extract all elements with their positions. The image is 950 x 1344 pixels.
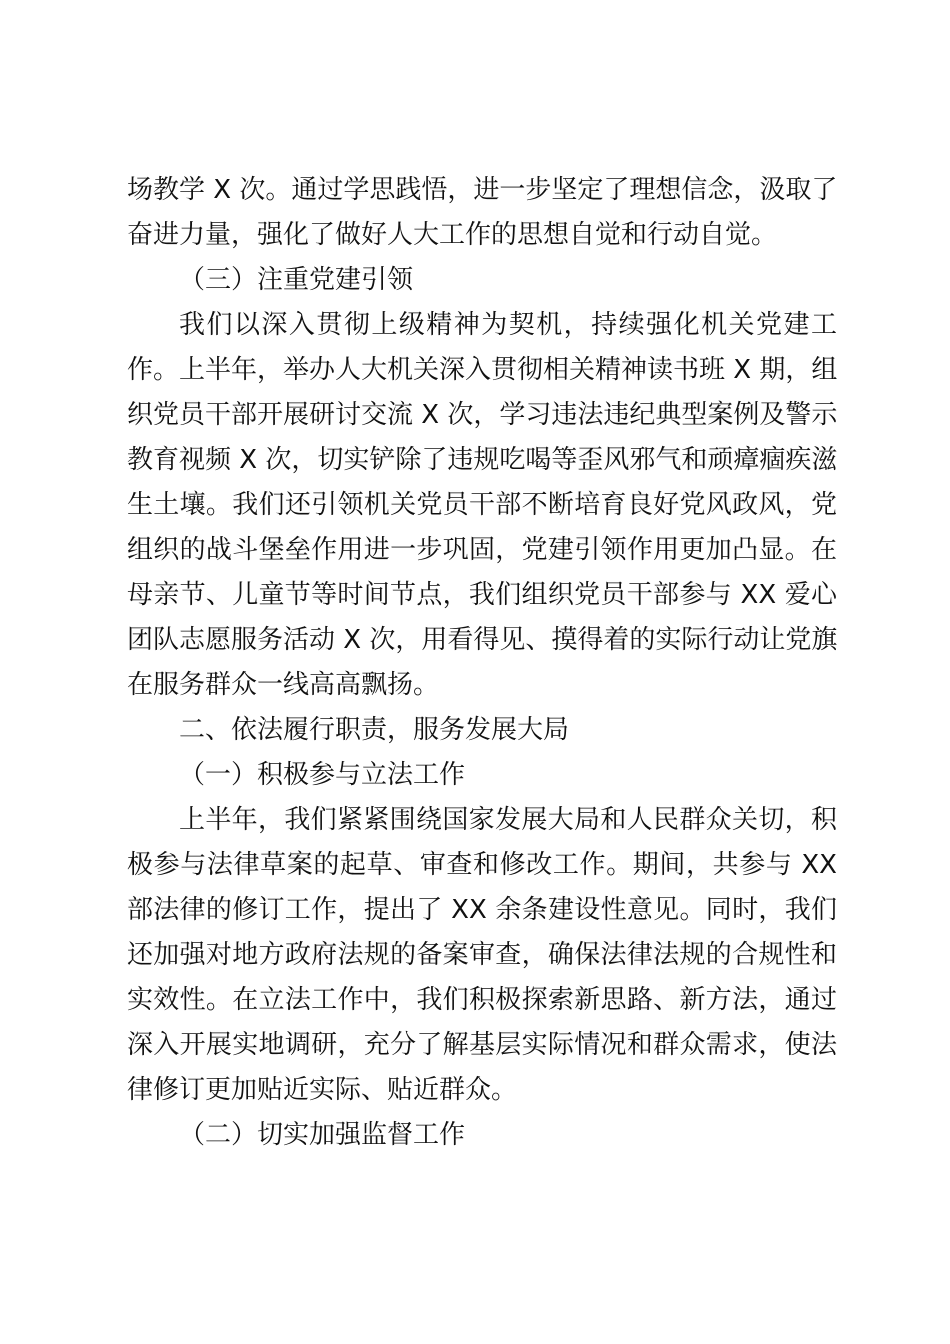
- paragraph-line: 织党员干部开展研讨交流 X 次，学习违法违纪典型案例及警示: [127, 400, 837, 430]
- paragraph-line: 母亲节、儿童节等时间节点，我们组织党员干部参与 XX 爱心: [127, 580, 837, 610]
- chapter-heading: 二、依法履行职责，服务发展大局: [179, 715, 570, 745]
- paragraph-line: 实效性。在立法工作中，我们积极探索新思路、新方法，通过: [127, 985, 837, 1015]
- paragraph-line: 场教学 X 次。通过学思践悟，进一步坚定了理想信念，汲取了: [127, 175, 837, 205]
- paragraph: [127, 303, 837, 708]
- paragraph-line: 作。上半年，举办人大机关深入贯彻相关精神读书班 X 期，组: [127, 355, 837, 385]
- paragraph-line: 组织的战斗堡垒作用进一步巩固，党建引领作用更加凸显。在: [127, 535, 837, 565]
- section-heading: （一）积极参与立法工作: [179, 760, 466, 790]
- paragraph-line: 极参与法律草案的起草、审查和修改工作。期间，共参与 XX: [127, 850, 837, 880]
- paragraph: [127, 168, 837, 258]
- paragraph-line: 深入开展实地调研，充分了解基层实际情况和群众需求，使法: [127, 1030, 837, 1060]
- paragraph-line: 团队志愿服务活动 X 次，用看得见、摸得着的实际行动让党旗: [127, 625, 837, 655]
- paragraph-line: 在服务群众一线高高飘扬。: [127, 670, 440, 700]
- paragraph-line: 上半年，我们紧紧围绕国家发展大局和人民群众关切，积: [179, 805, 837, 835]
- paragraph-line: 生土壤。我们还引领机关党员干部不断培育良好党风政风，党: [127, 490, 837, 520]
- paragraph-line: 律修订更加贴近实际、贴近群众。: [127, 1075, 518, 1105]
- paragraph: [127, 798, 837, 1113]
- paragraph-line: 教育视频 X 次，切实铲除了违规吃喝等歪风邪气和顽瘴痼疾滋: [127, 445, 837, 475]
- section-heading: （二）切实加强监督工作: [179, 1120, 466, 1150]
- paragraph-line: 部法律的修订工作，提出了 XX 余条建设性意见。同时，我们: [127, 895, 837, 925]
- paragraph-line: 奋进力量，强化了做好人大工作的思想自觉和行动自觉。: [127, 220, 778, 250]
- document-body: [127, 168, 837, 1158]
- section-heading: （三）注重党建引领: [179, 265, 414, 295]
- paragraph-line: 我们以深入贯彻上级精神为契机，持续强化机关党建工: [179, 310, 837, 340]
- paragraph-line: 还加强对地方政府法规的备案审查，确保法律法规的合规性和: [127, 940, 837, 970]
